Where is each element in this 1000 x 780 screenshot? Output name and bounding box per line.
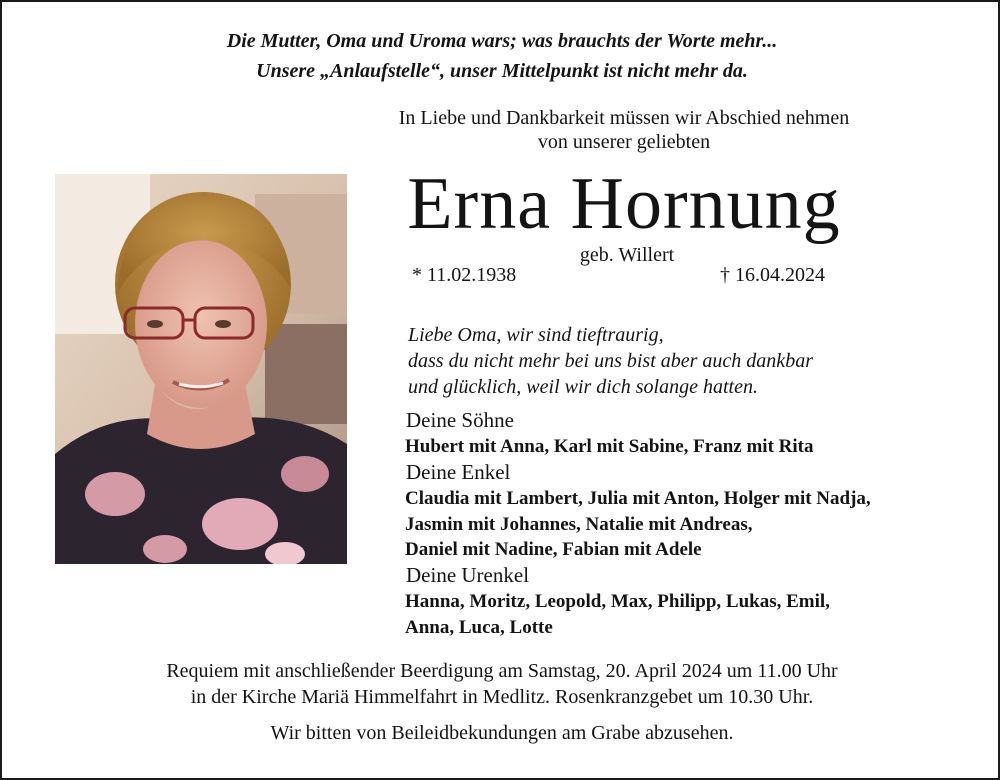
family-line: Jasmin mit Johannes, Natalie mit Andreas, xyxy=(405,513,753,535)
family-group-names xyxy=(405,486,871,563)
family-group-names xyxy=(405,589,830,640)
birth-name: geb. Willert xyxy=(579,244,675,266)
quote-line: und glücklich, weil wir dich solange hatten. xyxy=(408,376,758,398)
family-line: Hanna, Moritz, Leopold, Max, Philipp, Lukas, Emil, xyxy=(405,591,830,612)
service-info-line-1: Requiem mit anschließender Beerdigung am Samstag, 20. April 2024 um 11.00 Uhr xyxy=(166,660,838,682)
service-info-line-2: in der Kirche Mariä Himmelfahrt in Medlitz. Rosenkranzgebet um 10.30 Uhr. xyxy=(190,686,814,708)
family-line: Claudia mit Lambert, Julia mit Anton, Holger mit Nadja, xyxy=(405,488,871,509)
motto-line-1: Die Mutter, Oma und Uroma wars; was brauchts der Worte mehr... xyxy=(226,30,778,52)
family-group-title: Deine Urenkel xyxy=(406,563,530,587)
deceased-name: Erna Hornung xyxy=(407,163,841,245)
motto-line-2: Unsere „Anlaufstelle“, unser Mittelpunkt ist nicht mehr da. xyxy=(256,60,748,82)
intro-line-1: In Liebe und Dankbarkeit müssen wir Abschied nehmen xyxy=(398,107,850,129)
family-group-title: Deine Söhne xyxy=(406,408,514,432)
birth-date: * 11.02.1938 xyxy=(412,264,517,286)
death-date: † 16.04.2024 xyxy=(720,264,825,286)
family-group-title: Deine Enkel xyxy=(406,460,511,484)
farewell-quote xyxy=(408,322,813,400)
quote-line: dass du nicht mehr bei uns bist aber auch dankbar xyxy=(408,350,813,372)
family-line: Daniel mit Nadine, Fabian mit Adele xyxy=(405,539,702,560)
quote-line: Liebe Oma, wir sind tieftraurig, xyxy=(408,324,664,346)
family-group-names xyxy=(405,434,813,460)
intro-line-2: von unserer geliebten xyxy=(537,131,711,153)
family-line: Anna, Luca, Lotte xyxy=(405,616,553,638)
family-line: Hubert mit Anna, Karl mit Sabine, Franz mit Rita xyxy=(405,436,814,457)
condolence-note: Wir bitten von Beileidbekundungen am Grabe abzusehen. xyxy=(270,722,734,744)
portrait-photo xyxy=(55,174,347,564)
